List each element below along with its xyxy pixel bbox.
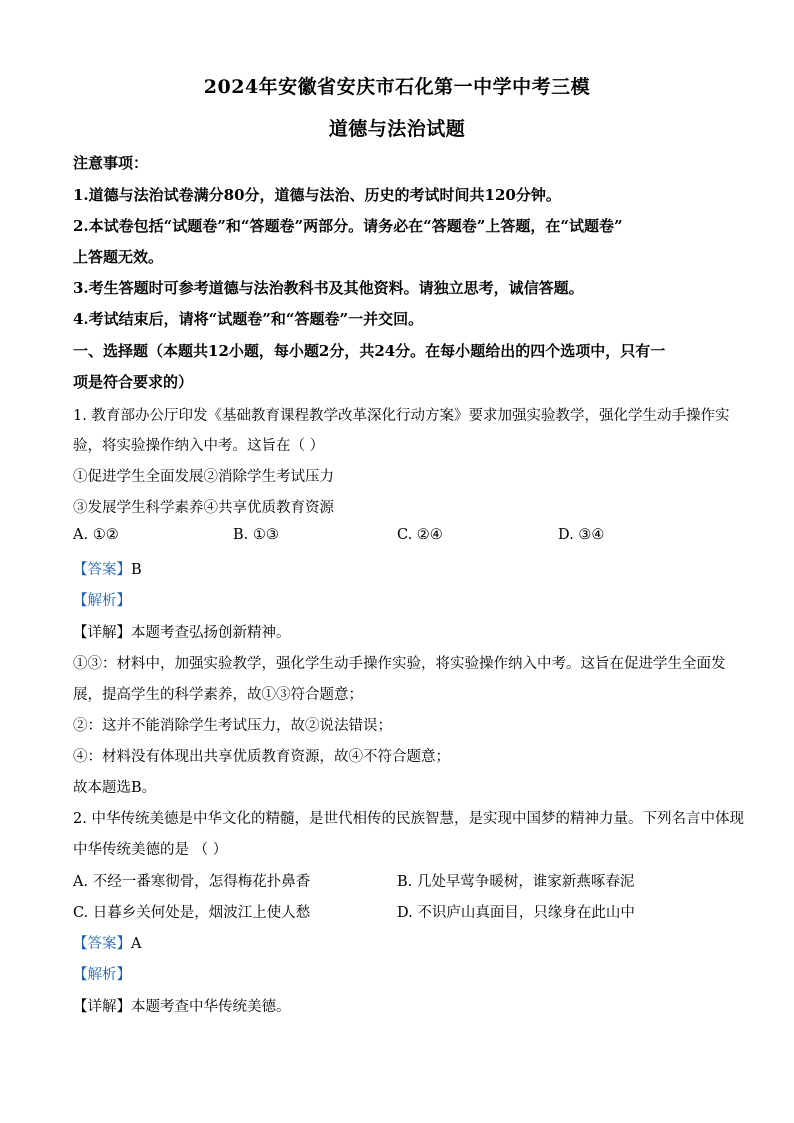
q1-explain-2: ②：这并不能消除学生考试压力，故②说法错误； [73,718,392,734]
q2-option-b: B. 几处早莺争暖树，谁家新燕啄春泥 [397,874,635,890]
q1-detail [73,621,723,642]
q2-stem-cont: 中华传统美德的是 （ ） [73,842,228,858]
q1-item-1: ①促进学生全面发展②消除学生考试压力 [73,469,334,485]
q2-answer [73,932,723,953]
notice-item-4: 4.考试结束后，请将“试题卷”和“答题卷”一并交回。 [73,310,424,328]
q1-item-2: ③发展学生科学素养④共享优质教育资源 [73,500,334,516]
q1-analysis-label: 【解析】 [73,593,131,609]
q1-stem-cont: 验，将实验操作纳入中考。这旨在（ ） [73,438,325,454]
q1-explain-1-cont: 展，提高学生的科学素养，故①③符合题意； [73,687,363,703]
q1-explain-1: ①③：材料中，加强实验教学，强化学生动手操作实验，将实验操作纳入中考。这旨在促进学生全面发 [73,656,726,672]
q2-detail-text: 本题考查中华传统美德。 [131,999,291,1015]
q2-answer-tag: 【答案】 [73,936,131,952]
q1-answer-tag: 【答案】 [73,562,131,578]
q1-option-c: C. ②④ [397,527,443,543]
q2-stem: 2. 中华传统美德是中华文化的精髓，是世代相传的民族智慧，是实现中国梦的精神力量。下列名言中体现 [73,811,744,827]
q2-option-a: A. 不经一番寒彻骨，怎得梅花扑鼻香 [73,874,311,890]
q1-conclusion: 故本题选B。 [73,780,157,796]
q1-option-b: B. ①③ [233,527,279,543]
q1-explain-3: ④：材料没有体现出共享优质教育资源，故④不符合题意； [73,749,450,765]
q1-option-a: A. ①② [73,527,119,543]
q2-analysis-tag [73,963,723,984]
q2-answer-value: A [131,936,142,952]
notice-item-3: 3.考生答题时可参考道德与法治教科书及其他资料。请独立思考，诚信答题。 [73,279,584,297]
q2-analysis-label: 【解析】 [73,967,131,983]
q1-answer [73,558,723,579]
q1-answer-value: B [131,562,142,578]
notice-heading: 注意事项： [73,154,149,172]
document-subtitle: 道德与法治试题 [328,118,466,140]
q1-detail-text: 本题考查弘扬创新精神。 [131,625,291,641]
q1-detail-tag: 【详解】 [73,625,131,641]
q2-option-c: C. 日暮乡关何处是，烟波江上使人愁 [73,905,311,921]
section-heading-cont: 项是符合要求的） [73,373,194,391]
q1-stem: 1. 教育部办公厅印发《基础教育课程教学改革深化行动方案》要求加强实验教学，强化学生动手操作实 [73,408,730,424]
q1-analysis-tag [73,589,723,610]
document-title: 2024年安徽省安庆市石化第一中学中考三模 [203,76,591,98]
notice-item-2-cont: 上答题无效。 [73,248,164,266]
q2-option-d: D. 不识庐山真面目，只缘身在此山中 [397,905,635,921]
section-heading: 一、选择题（本题共12小题，每小题2分，共24分。在每小题给出的四个选项中，只有一 [73,342,666,360]
notice-item-1: 1.道德与法治试卷满分80分，道德与法治、历史的考试时间共120分钟。 [73,186,561,204]
q1-option-d: D. ③④ [558,527,605,543]
notice-item-2: 2.本试卷包括“试题卷”和“答题卷”两部分。请务必在“答题卷”上答题，在“试题卷” [73,217,623,235]
q2-detail-tag: 【详解】 [73,999,131,1015]
q2-detail [73,995,723,1016]
